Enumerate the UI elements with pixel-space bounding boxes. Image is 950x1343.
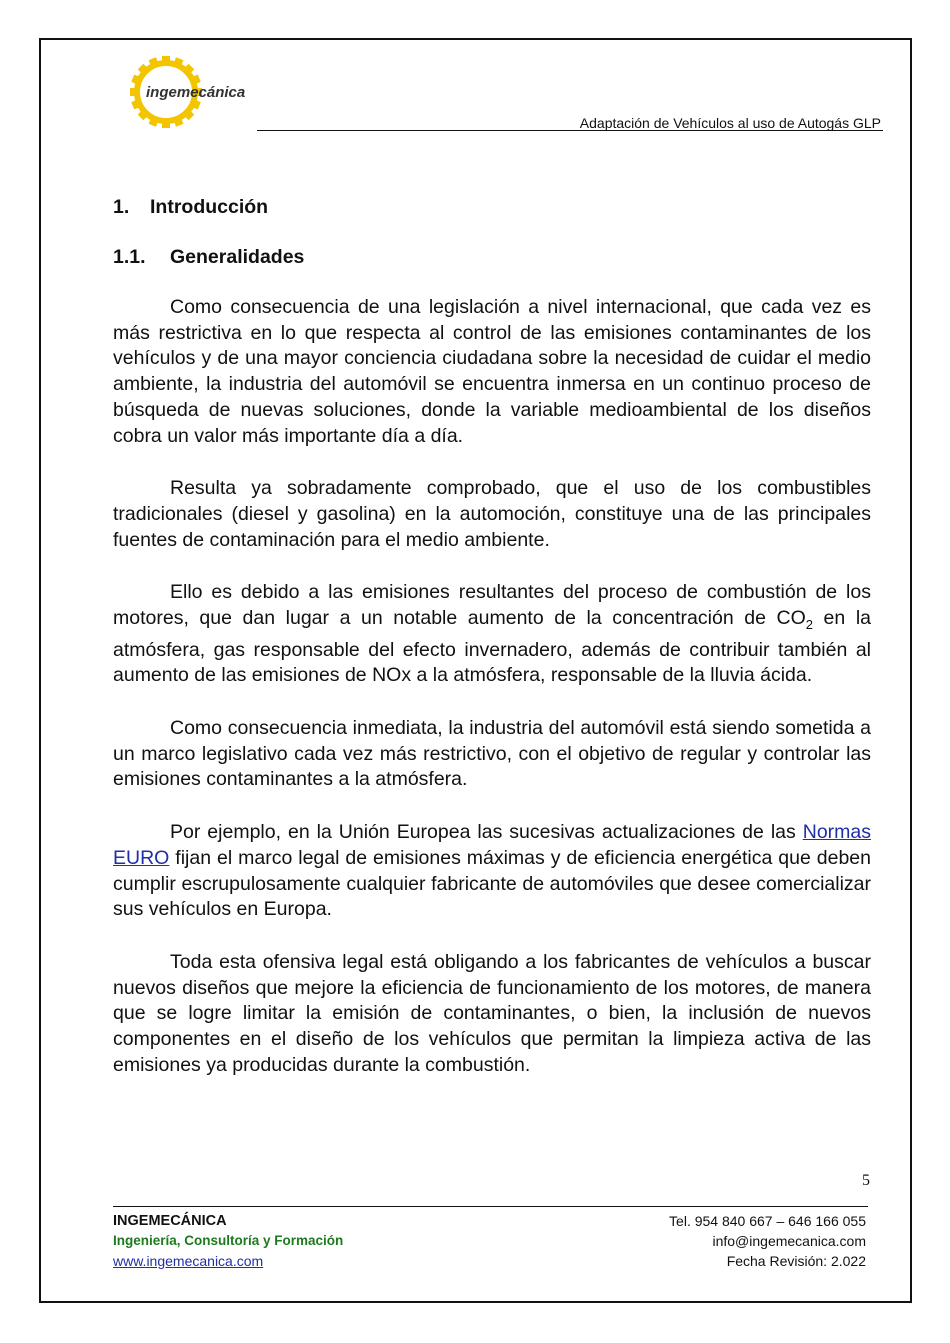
document-body	[113, 196, 871, 1078]
page-number: 5	[862, 1172, 870, 1189]
footer-email: info@ingemecanica.com	[712, 1233, 866, 1249]
co2-subscript: 2	[805, 616, 813, 632]
subsection-heading	[113, 246, 871, 269]
paragraph-4: Como consecuencia inmediata, la industria del automóvil está siendo sometida a un marco legislativo cada vez más restrictivo, con el objetivo de regular y controlar las emisiones contaminantes a la atmósfera.	[113, 717, 871, 791]
normas-euro-link[interactable]: Normas EURO	[113, 821, 871, 869]
subsection-title: Generalidades	[170, 246, 305, 268]
footer-revision-date: Fecha Revisión: 2.022	[726, 1253, 866, 1269]
section-heading	[113, 196, 871, 219]
footer-company-block	[113, 1211, 343, 1271]
paragraph-3-text-start: Ello es debido a las emisiones resultantes del proceso de combustión de los motores, que dan lugar a un notable aumento de la concentración de CO	[113, 581, 871, 630]
header-divider	[257, 130, 883, 131]
section-title: Introducción	[150, 196, 269, 218]
paragraph-5-text-start: Por ejemplo, en la Unión Europea las sucesivas actualizaciones de las	[170, 821, 803, 844]
paragraph-6: Toda esta ofensiva legal está obligando a los fabricantes de vehículos a buscar nuevos diseños que mejore la eficiencia de funcionamiento de los motores, de manera que se logre limitar la emisión de contaminantes, o bien, la inclusión de nuevos componentes en el diseño de los vehículos que permitan la limpieza activa de las emisiones ya producidas durante la combustión.	[113, 950, 871, 1076]
footer-phone: Tel. 954 840 667 – 646 166 055	[669, 1213, 866, 1229]
section-number: 1.	[113, 196, 130, 218]
footer-contact-block	[669, 1211, 866, 1271]
paragraph-3	[113, 580, 871, 689]
paragraph-1: Como consecuencia de una legislación a nivel internacional, que cada vez es más restrictiva en lo que respecta al control de las emisiones contaminantes de los vehículos y de una mayor conciencia ciudadana sobre la necesidad de cuidar el medio ambiente, la industria del automóvil se encuentra inmersa en un continuo proceso de búsqueda de nuevas soluciones, donde la variable medioambiental de los diseños cobra un valor más importante día a día.	[113, 296, 871, 447]
paragraph-3-text-end: en la atmósfera, gas responsable del efecto invernadero, además de contribuir también al aumento de las emisiones de NOx a la atmósfera, responsable de la lluvia ácida.	[113, 607, 871, 687]
document-header-title: Adaptación de Vehículos al uso de Autogás GLP	[579, 115, 881, 131]
logo-text: ingemecánica	[146, 84, 246, 101]
company-logo	[128, 54, 268, 130]
paragraph-5	[113, 820, 871, 923]
footer-website-link[interactable]: www.ingemecanica.com	[113, 1253, 264, 1269]
footer-tagline: Ingeniería, Consultoría y Formación	[113, 1233, 344, 1248]
paragraph-5-text-end: fijan el marco legal de emisiones máximas y de eficiencia energética que deben cumplir escrupulosamente cualquier fabricante de automóviles que desee comercializar sus vehículos en Europa.	[113, 846, 871, 921]
subsection-number: 1.1.	[113, 246, 146, 268]
paragraph-2: Resulta ya sobradamente comprobado, que el uso de los combustibles tradicionales (diesel y gasolina) en la automoción, constituye una de las principales fuentes de contaminación para el medio ambiente.	[113, 477, 871, 551]
footer-company-name: INGEMECÁNICA	[113, 1213, 227, 1229]
footer-divider	[113, 1206, 868, 1207]
